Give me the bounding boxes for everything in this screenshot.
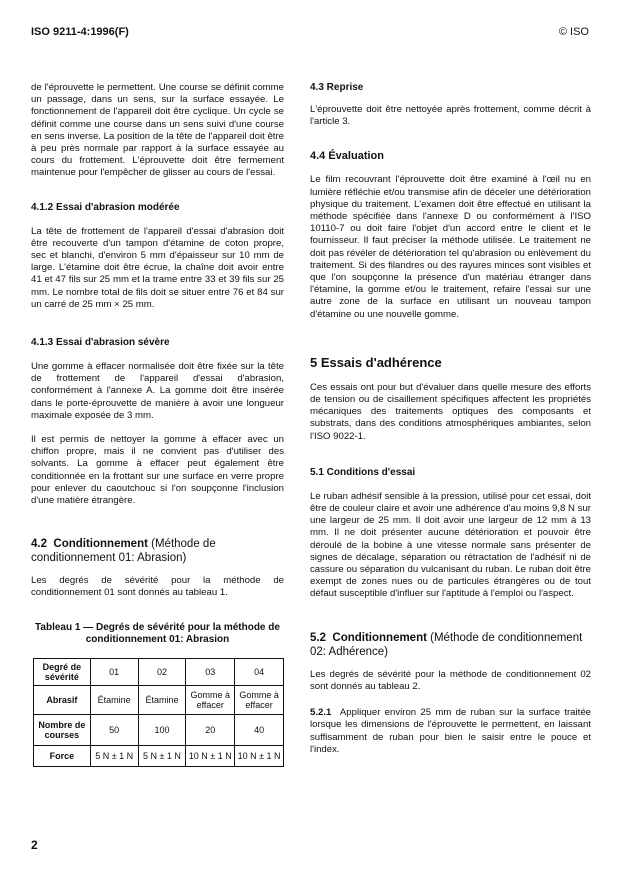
section-5-2-number: 5.2 [310, 631, 326, 644]
section-4-4-paragraph: Le film recouvrant l'éprouvette doit être examiné à l'œil nu en lumière réfléchie et/ou transmise afin de déceler une détérioration physique du traitement. L'examen doit être effectué en utilisant la méthode spécifiée dans l'annexe D ou conformément à l'ISO 10110-7 ou doit faire l'objet d'un accord entre le client et le fournisseur. Il faut préciser la méthode utilisée. Le traitement ne doit pas révéler de détérioration tel qu'abrasion ou enlèvement du traitement. Si des filandres ou des rayures minces sont visibles et que l'on soupçonne la présence d'un matériau étranger dans l'étamine, la gomme et/ou le traitement, refaire l'essai sur une autre zone de la surface en utilisant un nouveau tampon d'étamine ou une nouvelle gomme. [310, 174, 591, 320]
section-4-1-3-paragraph-1: Une gomme à effacer normalisée doit être fixée sur la tête de frottement de l'appareil d'essai d'abrasion, conformément à l'annexe A. La gomme doit être insérée dans le porte-éprouvette de manière à avoir une longueur maximale exposée de 3 mm. [31, 361, 284, 421]
table-cell: 40 [235, 714, 284, 745]
table-row [34, 745, 284, 766]
section-5-2-title: Conditionnement [332, 631, 427, 644]
section-5-2-1-text: Appliquer environ 25 mm de ruban sur la surface traitée lorsque les dimensions de l'éprouvette le permettent, en laissant suffisamment de ruban pour bien le saisir entre le pouce et l'index. [310, 707, 591, 755]
table-1 [33, 658, 284, 767]
section-4-2-paragraph: Les degrés de sévérité pour la méthode de conditionnement 01 sont donnés au tableau 1. [31, 575, 284, 599]
section-5-1-paragraph: Le ruban adhésif sensible à la pression, utilisé pour cet essai, doit être de couleur claire et avoir une adhérence d'au moins 9,8 N sur une largeur de 25 mm. Il doit avoir une largeur de 12 mm à 13 mm. Il ne doit présenter aucune détérioration et pouvoir être déroulé de la bobine à une vitesse normale sans présenter de signes de décalage, séparation ou rétractation de l'adhésif ni de cassure ou séparation du vulcanisant du ruban. Le ruban doit être exempt de zones nues ou de particules étrangères ou de tout défaut susceptible d'influer sur l'aptitude à l'emploi ou l'aspect. [310, 490, 591, 600]
section-5-2-1-paragraph [310, 707, 591, 756]
table-cell: Étamine [90, 685, 138, 714]
intro-paragraph: de l'éprouvette le permettent. Une course se définit comme un passage, dans un sens, sur la surface essayée. Le fonctionnement de l'appareil doit être cyclique. Un cycle se définit comme une course dans un sens suivi d'une course en sens inverse. La position de la tête de l'appareil doit être à peu près normale par rapport à la surface essayée au cours du frottement. L'éprouvette doit être fermement maintenue pour l'empêcher de glisser au cours de l'essai. [31, 82, 284, 179]
table-cell: Étamine [138, 685, 186, 714]
table-header-cell: 01 [90, 658, 138, 685]
section-4-4-title: 4.4 Évaluation [310, 150, 384, 163]
section-4-2-number: 4.2 [31, 538, 47, 551]
section-4-1-2-title: 4.1.2 Essai d'abrasion modérée [31, 201, 180, 213]
table-header-cell: 02 [138, 658, 186, 685]
section-5-2-1-number: 5.2.1 [310, 707, 332, 719]
section-4-1-3-paragraph-2: Il est permis de nettoyer la gomme à effacer avec un chiffon propre, mais il ne convient pas d'utiliser des solvants. La gomme à effacer peut également être conditionnée en la frottant sur une surface en verre propre pour enlever du caoutchouc si l'on soupçonne l'inclusion d'une matière étrangère. [31, 434, 284, 507]
section-4-2-subtitle: (Méthode de conditionnement 01: Abrasion) [31, 538, 216, 565]
section-4-1-3-title: 4.1.3 Essai d'abrasion sévère [31, 337, 170, 349]
table-row-label: Nombre de courses [34, 714, 91, 745]
section-5-1-title: 5.1 Conditions d'essai [310, 466, 416, 478]
section-5-title: 5 Essais d'adhérence [310, 354, 442, 370]
table-cell: 50 [90, 714, 138, 745]
table-cell: 10 N ± 1 N [235, 745, 284, 766]
section-4-3-title: 4.3 Reprise [310, 82, 364, 93]
section-5-2-paragraph: Les degrés de sévérité pour la méthode de conditionnement 02 sont donnés au tableau 2. [310, 668, 591, 692]
table-header-cell: Degré de sévérité [34, 658, 91, 685]
section-5-2-subtitle: (Méthode de conditionnement 02: Adhérence) [310, 631, 583, 658]
table-header-cell: 04 [235, 658, 284, 685]
table-cell: Gomme à effacer [186, 685, 235, 714]
table-row [34, 714, 284, 745]
table-cell: 10 N ± 1 N [186, 745, 235, 766]
section-4-3-paragraph: L'éprouvette doit être nettoyée après frottement, comme décrit à l'article 3. [310, 104, 591, 128]
section-5-paragraph: Ces essais ont pour but d'évaluer dans quelle mesure des efforts de tension ou de cisaillement spécifiques affectent les propriétés mécaniques des traitements optiques des composants et substrats, dans des conditions atmosphériques ambiantes, selon l'ISO 9022-1. [310, 381, 591, 442]
section-4-1-2-paragraph: La tête de frottement de l'appareil d'essai d'abrasion doit être recouverte d'un tampon d'étamine de coton propre, sec et blanchi, d'environ 5 mm d'épaisseur sur 10 mm de large. L'étamine doit être écrue, la chaîne doit avoir entre 41 et 47 fils sur 25 mm et la trame entre 33 et 39 fils sur 25 mm. Le nombre total de fils doit se situer entre 76 et 84 sur un carré de 25 mm × 25 mm. [31, 225, 284, 310]
table-row-label: Force [34, 745, 91, 766]
table-header-row [34, 658, 284, 685]
page-number: 2 [31, 838, 38, 852]
table-cell: 5 N ± 1 N [138, 745, 186, 766]
table-1-caption: Tableau 1 — Degrés de sévérité pour la méthode de conditionnement 01: Abrasion [35, 621, 280, 645]
copyright-mark: © ISO [558, 26, 589, 38]
section-4-2-title: Conditionnement [53, 538, 148, 551]
table-cell: Gomme à effacer [235, 685, 284, 714]
section-5-2-heading [310, 631, 591, 659]
document-reference: ISO 9211-4:1996(F) [31, 26, 129, 38]
right-column [310, 82, 591, 756]
table-cell: 5 N ± 1 N [90, 745, 138, 766]
section-4-2-heading [31, 537, 284, 565]
table-cell: 20 [186, 714, 235, 745]
table-row-label: Abrasif [34, 685, 91, 714]
table-row [34, 685, 284, 714]
table-cell: 100 [138, 714, 186, 745]
left-column [31, 82, 284, 767]
table-header-cell: 03 [186, 658, 235, 685]
